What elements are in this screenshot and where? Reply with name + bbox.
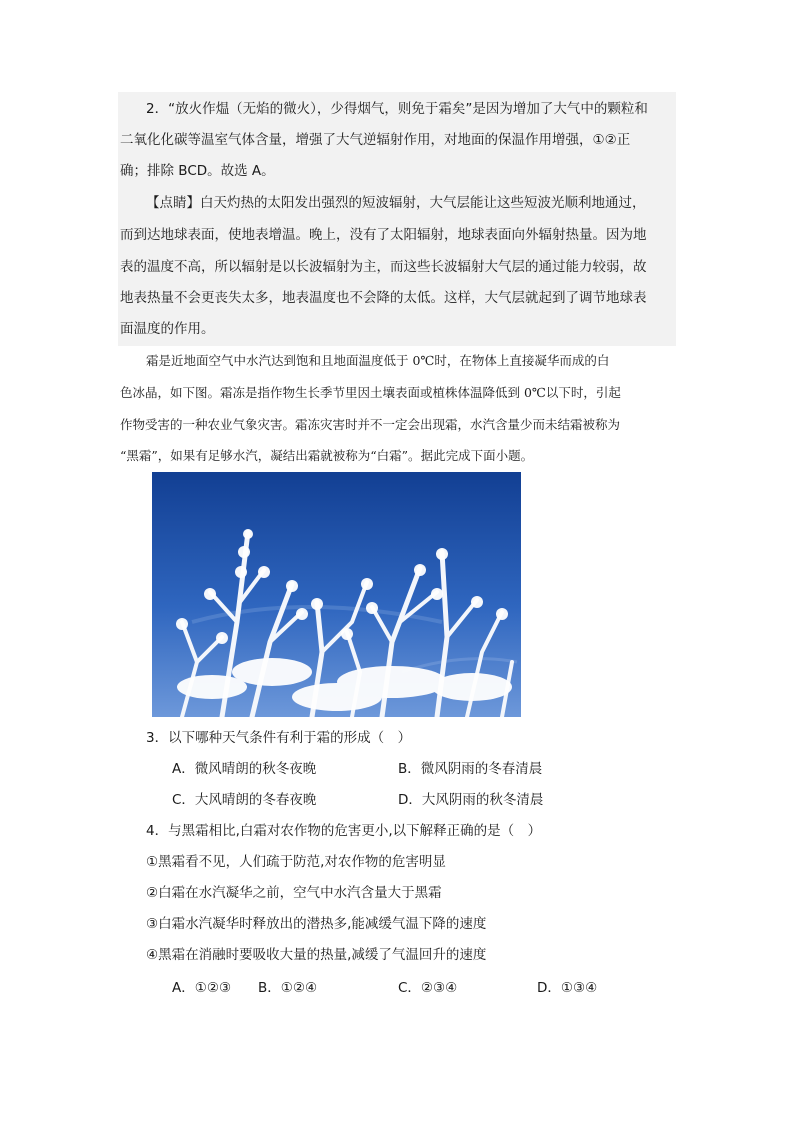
question-4-statement-1: ①黑霜看不见，人们疏于防范,对农作物的危害明显 xyxy=(146,854,446,870)
material-line-2: 色冰晶，如下图。霜冻是指作物生长季节里因土壤表面或植株体温降低到 0℃以下时，引起 xyxy=(120,385,621,400)
question-4-statement-2: ②白霜在水汽凝华之前，空气中水汽含量大于黑霜 xyxy=(146,885,442,901)
explanation-line-3: 确；排除 BCD。故选 A。 xyxy=(120,163,275,179)
explanation-line-1: 2．“放火作煴（无焰的微火），少得烟气，则免于霜矣”是因为增加了大气中的颗粒和 xyxy=(146,101,648,117)
material-line-3: 作物受害的一种农业气象灾害。霜冻灾害时并不一定会出现霜，水汽含量少而未结霜被称为 xyxy=(120,417,621,432)
question-4-statement-3: ③白霜水汽凝华时释放出的潜热多,能减缓气温下降的速度 xyxy=(146,916,487,932)
question-3-option-c: C．大风晴朗的冬春夜晚 xyxy=(172,792,317,808)
explanation-line-2: 二氧化化碳等温室气体含量，增强了大气逆辐射作用，对地面的保温作用增强，①②正 xyxy=(120,132,631,148)
question-3-option-a: A．微风晴朗的秋冬夜晚 xyxy=(172,761,317,777)
question-4-option-a: A．①②③ xyxy=(172,980,232,996)
tip-line-4: 地表热量不会更丧失太多，地表温度也不会降的太低。这样，大气层就起到了调节地球表 xyxy=(120,290,647,306)
question-4-option-c: C．②③④ xyxy=(398,980,458,996)
material-line-1: 霜是近地面空气中水汽达到饱和且地面温度低于 0℃时，在物体上直接凝华而成的白 xyxy=(146,353,610,368)
tip-line-2: 而到达地球表面，使地表增温。晚上，没有了太阳辐射，地球表面向外辐射热量。因为地 xyxy=(120,227,647,243)
material-line-4: “黑霜”，如果有足够水汽，凝结出霜就被称为“白霜”。据此完成下面小题。 xyxy=(120,448,534,463)
question-4-statement-4: ④黑霜在消融时要吸收大量的热量,减缓了气温回升的速度 xyxy=(146,947,487,963)
question-3-option-b: B．微风阴雨的冬春清晨 xyxy=(398,761,543,777)
tip-line-1: 【点睛】白天灼热的太阳发出强烈的短波辐射，大气层能让这些短波光顺利地通过， xyxy=(146,195,646,211)
question-3-stem: 3．以下哪种天气条件有利于霜的形成（ ） xyxy=(146,730,412,746)
question-4-option-b: B．①②④ xyxy=(258,980,318,996)
question-4-option-d: D．①③④ xyxy=(537,980,598,996)
question-4-stem: 4．与黑霜相比,白霜对农作物的危害更小,以下解释正确的是（ ） xyxy=(146,823,542,839)
tip-line-5: 面温度的作用。 xyxy=(120,321,215,337)
tip-line-3: 表的温度不高，所以辐射是以长波辐射为主，而这些长波辐射大气层的通过能力较弱，故 xyxy=(120,259,647,275)
question-3-option-d: D．大风阴雨的秋冬清晨 xyxy=(398,792,544,808)
frost-photo xyxy=(152,472,521,717)
frost-branches-image xyxy=(152,472,521,717)
